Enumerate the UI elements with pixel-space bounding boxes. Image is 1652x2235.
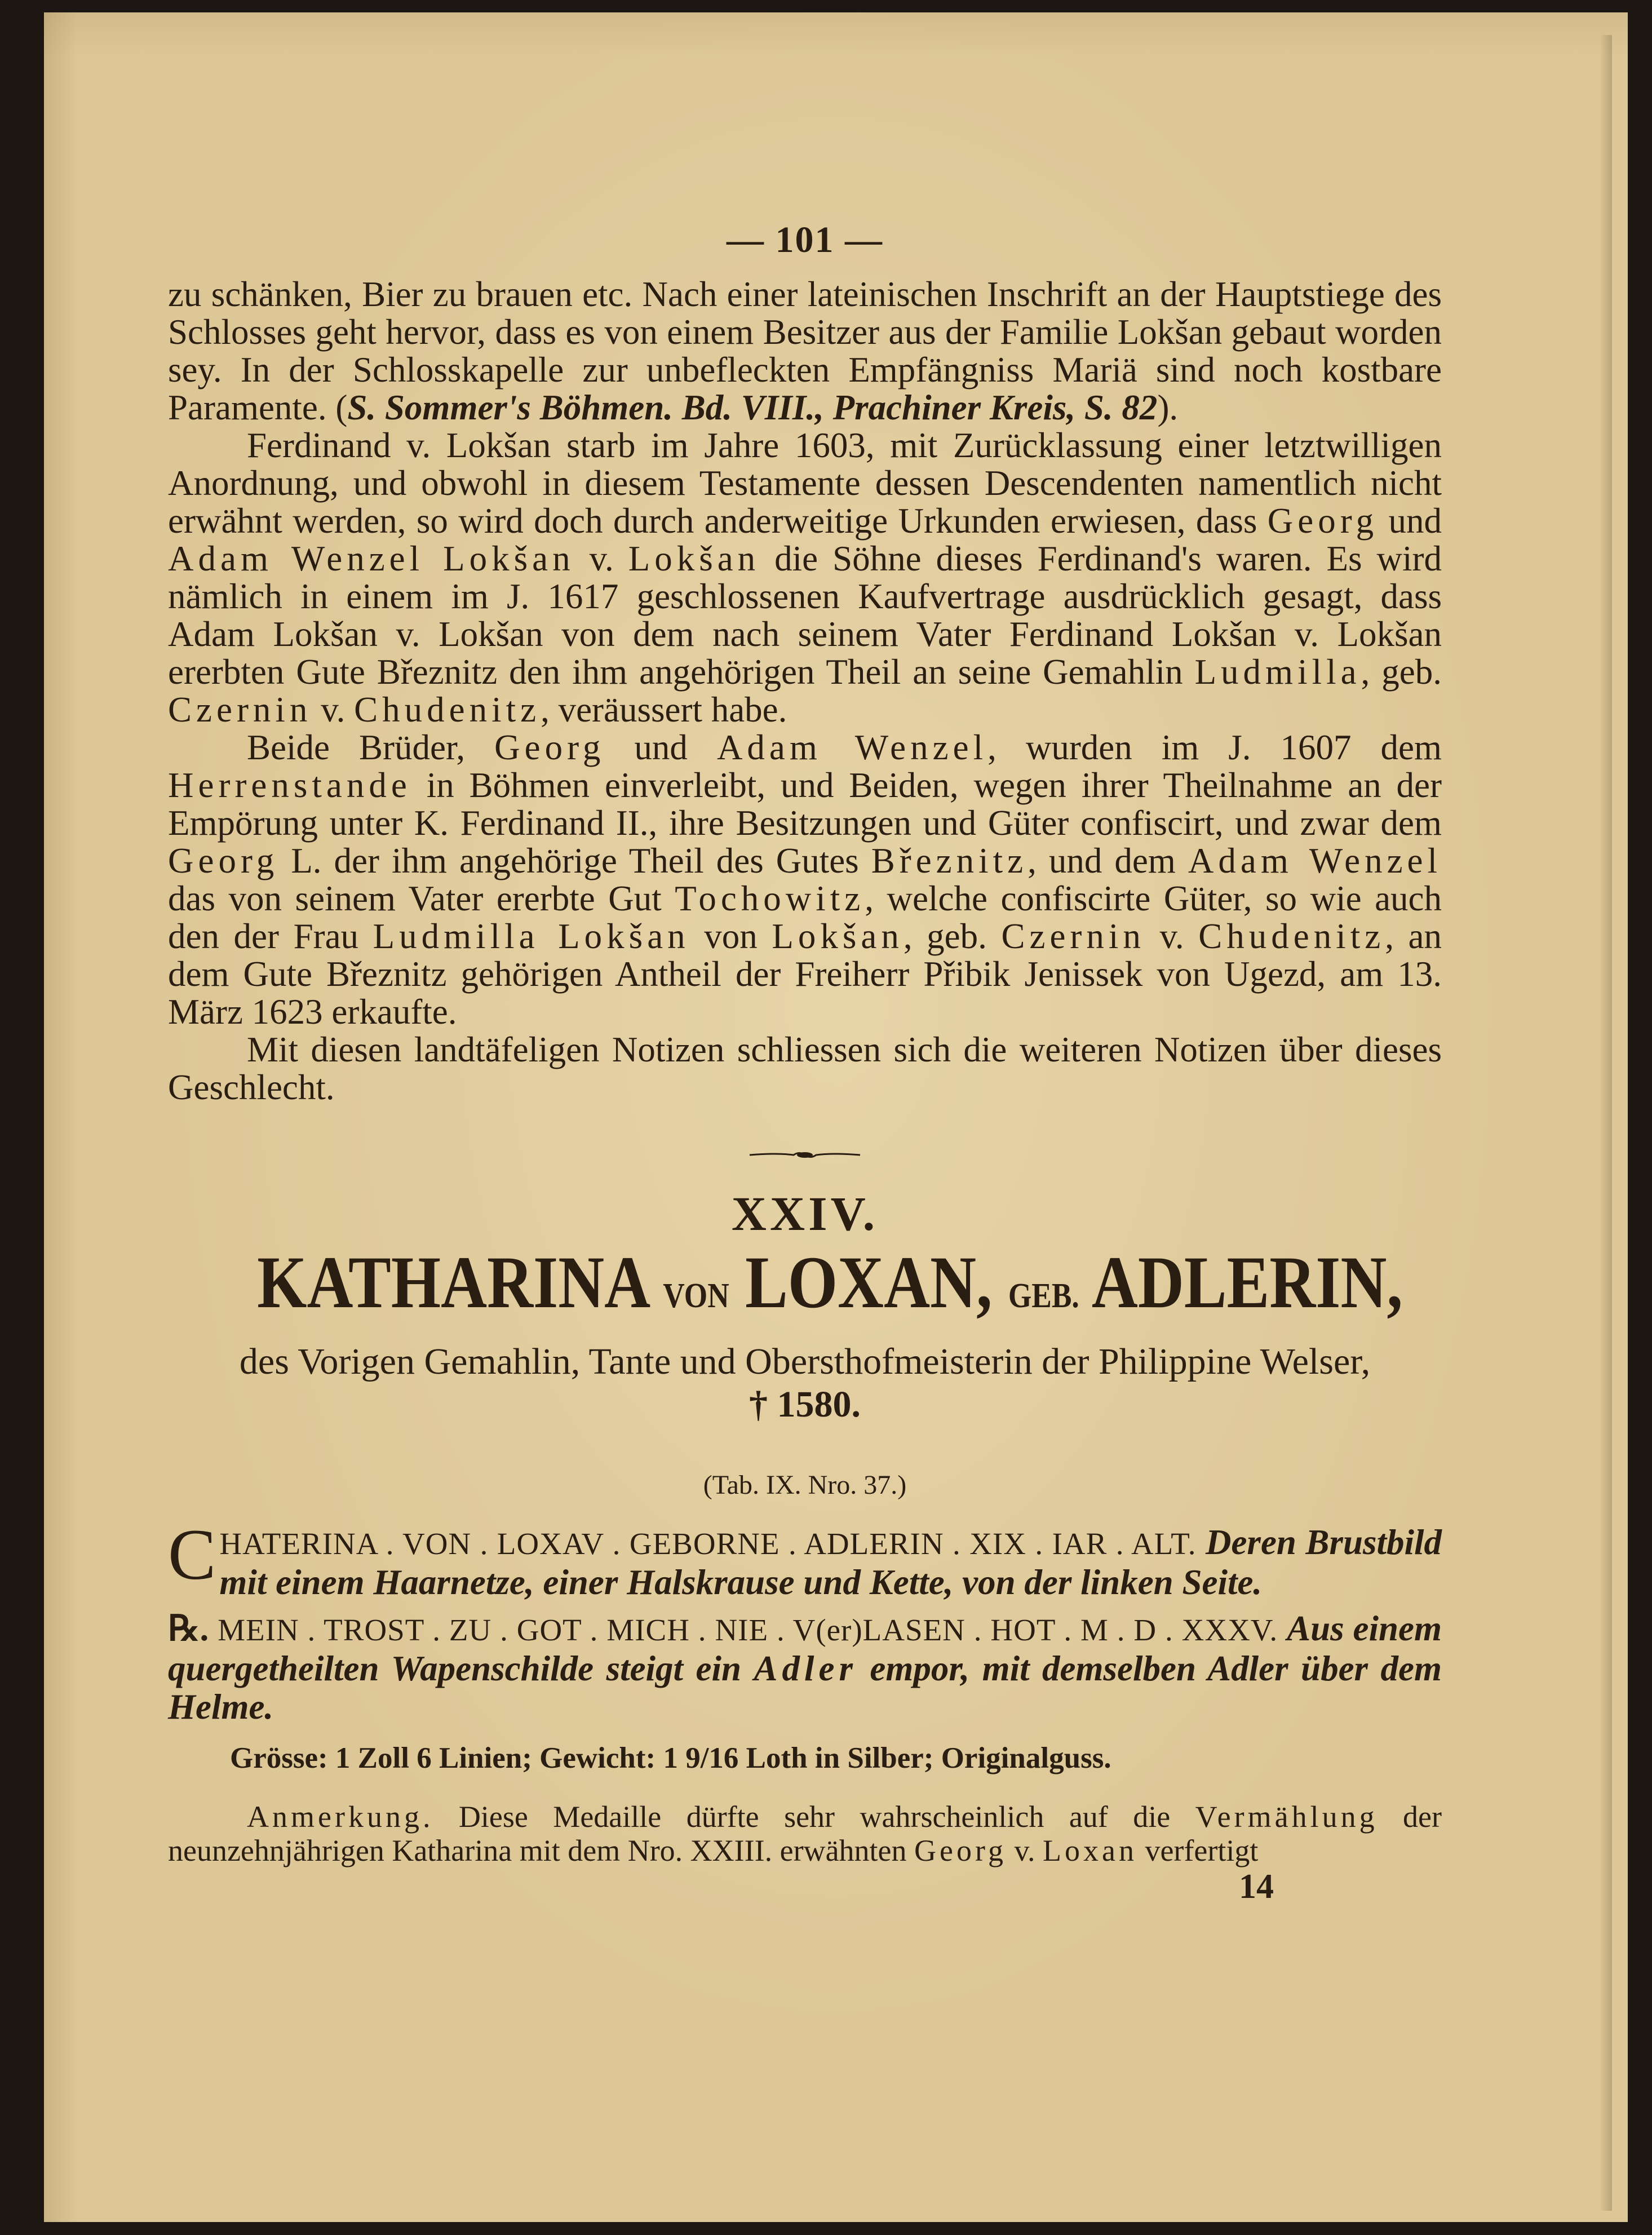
drop-cap: C [168, 1515, 216, 1595]
book-page [44, 12, 1628, 2222]
spaced-name: Lokšan [772, 917, 903, 956]
paragraph-1-text: zu schänken, Bier zu brauen etc. Nach einer lateinischen Inschrift an der Hauptstiege des Schlosses geht hervor, dass es von einem Besitzer aus der Familie Lokšan gebaut worden sey. In der Schlosskapelle zur unbefleckten Empfängniss Mariä sind noch kostbare Paramente. ( [168, 275, 1442, 427]
paragraph-1 [168, 276, 1442, 427]
section-subtitle: des Vorigen Gemahlin, Tante und Obersthofmeisterin der Philippine Welser, [239, 1341, 1371, 1382]
ornament-divider [168, 1130, 1442, 1168]
spaced-name: Chudenitz [1198, 917, 1385, 956]
paragraph-1-end: ). [1157, 388, 1179, 427]
note-label: Anmerkung. [247, 1800, 434, 1834]
paragraph-3: Beide Brüder, Georg und Adam Wenzel, wurden im J. 1607 dem Herrenstande in Böhmen einverleibt, und Beiden, wegen ihrer Theilnahme an der Empörung unter K. Ferdinand II., ihre Besitzungen und Güter confiscirt, und zwar dem Georg L. der ihm angehörige Theil des Gutes Březnitz, und dem Adam Wenzel das von seinem Vater ererbte Gut Tochowitz, welche confiscirte Güter, so wie auch den der Frau Ludmilla Lokšan von Lokšan, geb. Czernin v. Chudenitz, an dem Gute Březnitz gehörigen Antheil der Freiherr Přibik Jenissek von Ugezd, am 13. März 1623 erkaufte. [168, 728, 1442, 1032]
spaced-name: Lokšan [628, 539, 760, 578]
obverse-legend: HATERINA . VON . LOXAV . GEBORNE . ADLERIN . XIX . IAR . ALT. [219, 1526, 1197, 1561]
spaced-name: Ludmilla [1194, 652, 1361, 692]
spaced-name: Tochowitz [675, 879, 865, 918]
spaced-name: Březnitz [871, 841, 1028, 880]
obverse-text: Deren Brustbild mit einem Haarnetze, einer Halskrause und Kette, von der linken Seite. [219, 1523, 1442, 1602]
signature-mark: 14 [1239, 1867, 1274, 1906]
spaced-name: Georg [168, 841, 279, 880]
reverse-description: ℞. MEIN . TROST . ZU . GOT . MICH . NIE . V(er)LASEN . HOT . M . D . XXXV. Aus einem quergetheilten Wapenschilde steigt ein Adler empor, mit demselben Adler über dem Helme. [168, 1609, 1442, 1727]
spaced-name: Adam Wenzel [1188, 841, 1442, 880]
spaced-name: Loxan [1043, 1834, 1137, 1867]
reverse-legend: MEIN . TROST . ZU . GOT . MICH . NIE . V(er)LASEN . HOT . M . D . XXXV. [218, 1613, 1278, 1647]
paragraph-4: Mit diesen landtäfeligen Notizen schliessen sich die weiteren Notizen über dieses Geschlecht. [168, 1030, 1442, 1107]
spaced-name: Georg [494, 728, 605, 767]
section-number: XXIV. [731, 1187, 879, 1241]
page-edge-shadow [1600, 35, 1612, 2211]
size-weight-line: Grösse: 1 Zoll 6 Linien; Gewicht: 1 9/16 Loth in Silber; Originalguss. [230, 1742, 1111, 1774]
section-title: KATHARINA VON LOXAN, GEB. ADLERIN, [257, 1241, 1403, 1324]
spaced-name: Vermählung [1195, 1800, 1378, 1834]
paragraph-1-reference: S. Sommer's Böhmen. Bd. VIII., Prachiner Kreis, S. 82 [347, 388, 1158, 427]
spaced-name: Adler [754, 1649, 857, 1688]
spaced-name: Czernin [1001, 917, 1145, 956]
paragraph-2: Ferdinand v. Lokšan starb im Jahre 1603, mit Zurücklassung einer letztwilligen Anordnung, und obwohl in diesem Testamente dessen Descendenten namentlich nicht erwähnt werden, so wird doch durch anderweitige Urkunden erwiesen, dass Georg und Adam Wenzel Lokšan v. Lokšan die Söhne dieses Ferdinand's waren. Es wird nämlich in einem im J. 1617 geschlossenen Kaufvertrage ausdrücklich gesagt, dass Adam Lokšan v. Lokšan von dem nach seinem Vater Ferdinand Lokšan v. Lokšan ererbten Gute Březnitz den ihm angehörigen Theil an seine Gemahlin Ludmilla, geb. Czernin v. Chudenitz, veräussert habe. [168, 426, 1442, 729]
text-block [168, 221, 1442, 1867]
ornament-rule-icon [749, 1149, 861, 1161]
spaced-name: Czernin [168, 690, 312, 729]
spaced-name: Georg [1267, 501, 1379, 541]
spaced-name: Chudenitz [354, 690, 541, 729]
spaced-name: Herrenstande [168, 765, 411, 805]
obverse-description [168, 1515, 1442, 1602]
spaced-name: Ludmilla Lokšan [373, 917, 690, 956]
death-date: † 1580. [749, 1384, 861, 1425]
note-paragraph: Anmerkung. Diese Medaille dürfte sehr wahrscheinlich auf die Vermählung der neunzehnjährigen Katharina mit dem Nro. XXIII. erwähnten Georg v. Loxan verfertigt [168, 1800, 1442, 1867]
spaced-name: Adam Wenzel Lokšan [168, 539, 575, 578]
table-reference: (Tab. IX. Nro. 37.) [703, 1470, 907, 1500]
reverse-mark: ℞. [168, 1609, 209, 1648]
spaced-name: Georg [914, 1834, 1007, 1867]
spaced-name: Adam Wenzel [716, 728, 988, 767]
page-number: — 101 — [727, 219, 883, 260]
